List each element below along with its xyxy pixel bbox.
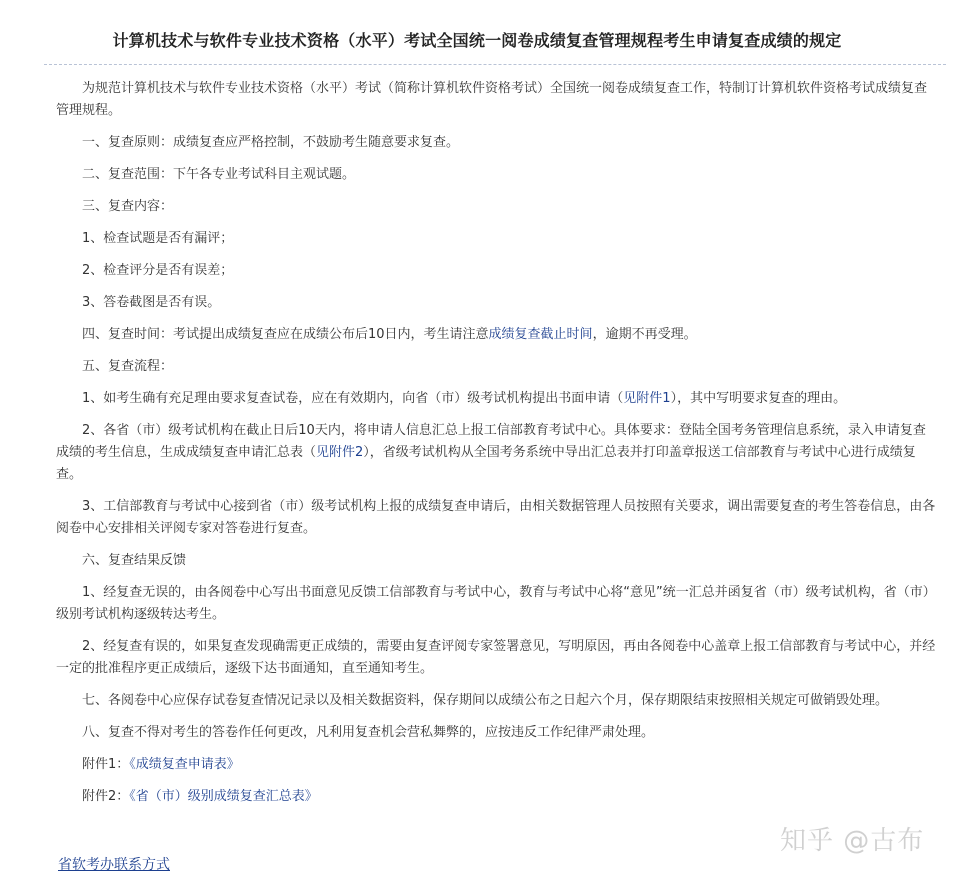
section-4-text-a: 四、复查时间：考试提出成绩复查应在成绩公布后10日内，考生请注意 [82,327,489,342]
attachment-2-line [56,786,938,808]
section-8: 八、复查不得对考生的答卷作任何更改，凡利用复查机会营私舞弊的，应按违反工作纪律严肃处理。 [82,725,655,740]
title-divider [44,64,946,65]
section-6-item-1: 1、经复查无误的，由各阅卷中心写出书面意见反馈工信部教育与考试中心，教育与考试中心将“意见”统一汇总并函复省（市）级考试机构，省（市）级别考试机构逐级转达考生。 [56,585,936,622]
section-5-item-2-text-b: ），省级考试机构从全国考务系统中导出汇总表并打印盖章报送工信部教育与考试中心进行成绩复查。 [56,445,916,482]
section-2: 二、复查范围：下午各专业考试科目主观试题。 [82,167,356,182]
section-5-item-2 [56,420,938,486]
attachment-1-label: 附件1： [82,757,130,772]
section-5-item-2-text-a: 2、各省（市）级考试机构在截止日后10天内，将申请人信息汇总上报工信部教育考试中心。具体要求：登陆全国考务管理信息系统，录入申请复查成绩的考生信息，生成成绩复查申请汇总表（ [56,423,926,460]
section-5-item-1-text-a: 1、如考生确有充足理由要求复查试卷，应在有效期内，向省（市）级考试机构提出书面申请（ [82,391,624,406]
document-body [56,78,938,818]
attachment-1-link[interactable]: 《成绩复查申请表》 [129,757,240,772]
section-4-text-b: ，逾期不再受理。 [592,327,697,342]
section-3-item-3: 3、答卷截图是否有误。 [82,295,221,310]
section-5-item-1 [56,388,938,410]
section-1: 一、复查原则：成绩复查应严格控制，不鼓励考生随意要求复查。 [82,135,460,150]
attachment-2-link[interactable]: 《省（市）级别成绩复查汇总表》 [129,789,318,804]
section-5-item-3: 3、工信部教育与考试中心接到省（市）级考试机构上报的成绩复查申请后，由相关数据管理人员按照有关要求，调出需要复查的考生答卷信息，由各阅卷中心安排相关评阅专家对答卷进行复查。 [56,499,936,536]
section-6-item-2: 2、经复查有误的，如果复查发现确需更正成绩的，需要由复查评阅专家签署意见，写明原因，再由各阅卷中心盖章上报工信部教育与考试中心，并经一定的批准程序更正成绩后，逐级下达书面通知，直至通知考生。 [56,639,936,676]
intro-paragraph: 为规范计算机技术与软件专业技术资格（水平）考试（简称计算机软件资格考试）全国统一阅卷成绩复查工作，特制订计算机软件资格考试成绩复查管理规程。 [56,81,928,118]
section-3: 三、复查内容： [82,199,174,214]
zhihu-watermark: 知乎 @古布 [780,826,925,856]
section-5: 五、复查流程： [82,359,174,374]
contact-link[interactable]: 省软考办联系方式 [58,857,170,873]
section-6: 六、复查结果反馈 [82,553,187,568]
attachment-2-label: 附件2： [82,789,130,804]
deadline-link[interactable]: 成绩复查截止时间 [488,327,593,342]
section-3-item-1: 1、检查试题是否有漏评； [82,231,234,246]
section-5-item-1-text-b: ），其中写明要求复查的理由。 [670,391,847,406]
section-7: 七、各阅卷中心应保存试卷复查情况记录以及相关数据资料，保存期间以成绩公布之日起六个月，保存期限结束按照相关规定可做销毁处理。 [82,693,889,708]
attachment-1-inline-link[interactable]: 见附件1 [623,391,671,406]
document-title: 计算机技术与软件专业技术资格（水平）考试全国统一阅卷成绩复查管理规程考生申请复查成绩的规定 [112,31,842,50]
section-3-item-2: 2、检查评分是否有误差； [82,263,234,278]
section-4 [56,324,938,346]
attachment-2-inline-link[interactable]: 见附件2 [316,445,364,460]
attachment-1-line [56,754,938,776]
